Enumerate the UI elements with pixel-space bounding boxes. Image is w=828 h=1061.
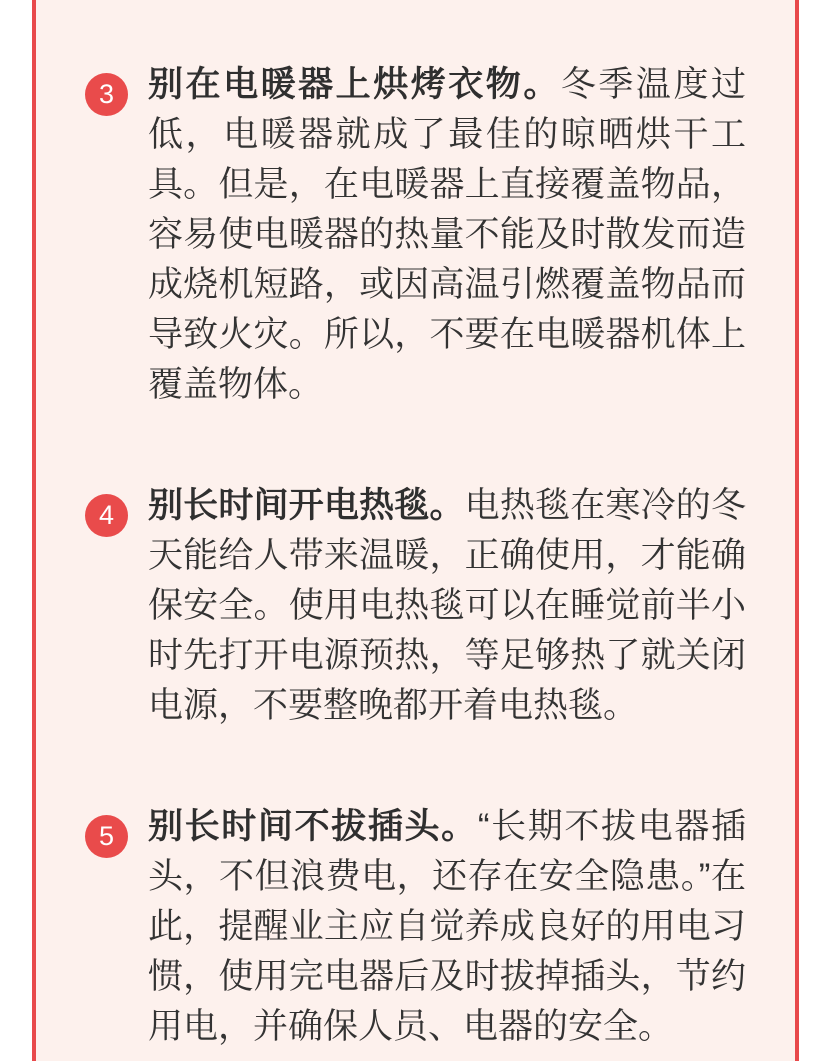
tip-title: 别长时间开电热毯。 <box>148 486 465 525</box>
content-card <box>32 0 799 1061</box>
tip-text <box>148 60 746 410</box>
tip-number-badge: 4 <box>85 494 128 537</box>
tip-text <box>148 481 746 731</box>
safety-tip-item <box>36 802 795 1052</box>
tip-text <box>148 802 746 1052</box>
safety-tip-item <box>36 481 795 731</box>
tip-number-badge: 3 <box>85 73 128 116</box>
tip-title: 别长时间不拔插头。 <box>148 807 478 846</box>
tip-number-badge: 5 <box>85 815 128 858</box>
tip-title: 别在电暖器上烘烤衣物。 <box>148 65 561 104</box>
tip-body: 冬季温度过低，电暖器就成了最佳的晾晒烘干工具。但是，在电暖器上直接覆盖物品，容易使电暖器的热量不能及时散发而造成烧机短路，或因高温引燃覆盖物品而导致火灾。所以，不要在电暖器机体上覆盖物体。 <box>148 65 746 404</box>
tip-body: “长期不拔电器插头，不但浪费电，还存在安全隐患。”在此，提醒业主应自觉养成良好的用电习惯，使用完电器后及时拔掉插头，节约用电，并确保人员、电器的安全。 <box>148 807 746 1046</box>
safety-tip-item <box>36 60 795 410</box>
tip-body: 电热毯在寒冷的冬天能给人带来温暖，正确使用，才能确保安全。使用电热毯可以在睡觉前半小时先打开电源预热，等足够热了就关闭电源，不要整晚都开着电热毯。 <box>148 486 746 725</box>
